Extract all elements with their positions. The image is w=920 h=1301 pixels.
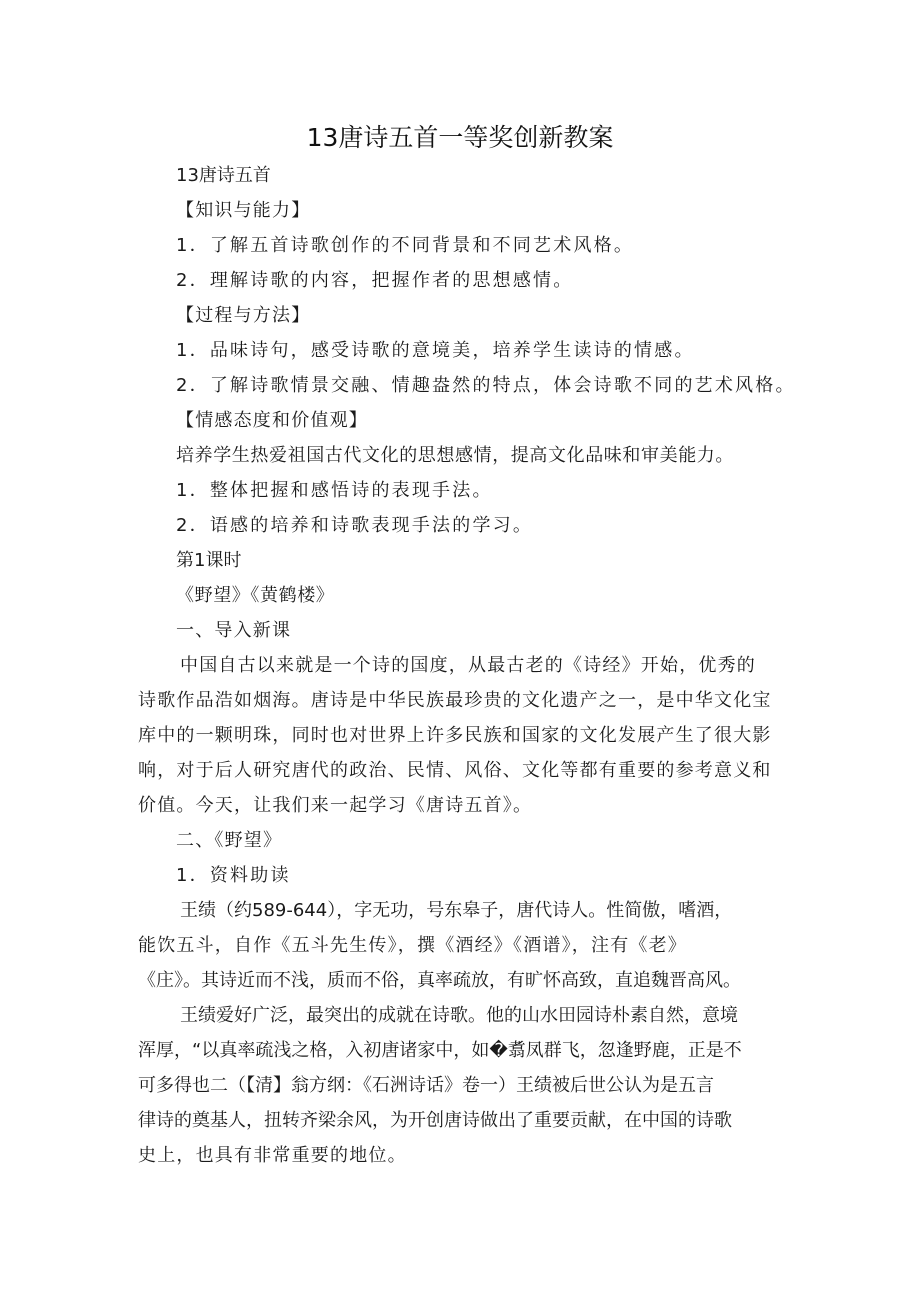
paragraph-line: 诗歌作品浩如烟海。唐诗是中华民族最珍贵的文化遗产之一，是中华文化宝 (138, 690, 772, 711)
period-heading: 第1课时 (176, 550, 242, 571)
poem-titles: 《野望》《黄鹤楼》 (176, 585, 335, 606)
paragraph-line: 王绩爱好广泛，最突出的成就在诗歌。他的山水田园诗朴素自然，意境 (180, 1005, 738, 1026)
paragraph-line: 可多得也二（【清】翁方纲：《石洲诗话》卷一）王绩被后世公认为是五言 (138, 1075, 714, 1096)
paragraph-line: 库中的一颗明珠，同时也对世界上许多民族和国家的文化发展产生了很大影 (138, 725, 772, 746)
goal-heading-process: 【过程与方法】 (176, 305, 311, 326)
paragraph-line: 响，对于后人研究唐代的政治、民情、风俗、文化等都有重要的参考意义和 (138, 760, 772, 781)
goal-item: 2．理解诗歌的内容，把握作者的思想感情。 (176, 270, 574, 291)
section-heading-yewang: 二、《野望》 (176, 830, 283, 851)
goal-item: 2．了解诗歌情景交融、情趣盎然的特点，体会诗歌不同的艺术风格。 (176, 375, 796, 396)
focus-item: 2．语感的培养和诗歌表现手法的学习。 (176, 515, 534, 536)
paragraph-line: 浑厚，“以真率疏浅之格，入初唐诸家中，如�翥凤群飞，忽逢野鹿，正是不 (138, 1040, 742, 1061)
goal-item: 1．品味诗句，感受诗歌的意境美，培养学生读诗的情感。 (176, 340, 695, 361)
paragraph-line: 能饮五斗，自作《五斗先生传》，撰《酒经》《酒谱》，注有《老》 (138, 935, 687, 956)
paragraph-line: 史上，也具有非常重要的地位。 (138, 1145, 407, 1166)
paragraph-line: 中国自古以来就是一个诗的国度，从最古老的《诗经》开始，优秀的 (180, 655, 756, 676)
paragraph-line: 《庄》。其诗近而不浅，质而不俗，真率疏放，有旷怀高致，直追魏晋高风。 (138, 970, 741, 991)
section-heading-lesson: 13唐诗五首 (176, 165, 271, 186)
subsection-heading: 1．资料助读 (176, 865, 291, 886)
focus-item: 1．整体把握和感悟诗的表现手法。 (176, 480, 493, 501)
paragraph-line: 价值。今天，让我们来一起学习《唐诗五首》。 (138, 795, 533, 816)
goal-heading-emotion: 【情感态度和价值观】 (176, 410, 368, 431)
goal-item: 培养学生热爱祖国古代文化的思想感情，提高文化品味和审美能力。 (176, 445, 734, 466)
goal-heading-knowledge: 【知识与能力】 (176, 200, 311, 221)
goal-item: 1．了解五首诗歌创作的不同背景和不同艺术风格。 (176, 235, 635, 256)
paragraph-line: 王绩（约589-644），字无功，号东皋子，唐代诗人。性简傲，嗜酒， (180, 900, 733, 921)
document-title: 13唐诗五首一等奖创新教案 (306, 123, 614, 152)
paragraph-line: 律诗的奠基人，扭转齐梁余风，为开创唐诗做出了重要贡献，在中国的诗歌 (138, 1110, 732, 1131)
section-heading-intro: 一、导入新课 (176, 620, 292, 641)
